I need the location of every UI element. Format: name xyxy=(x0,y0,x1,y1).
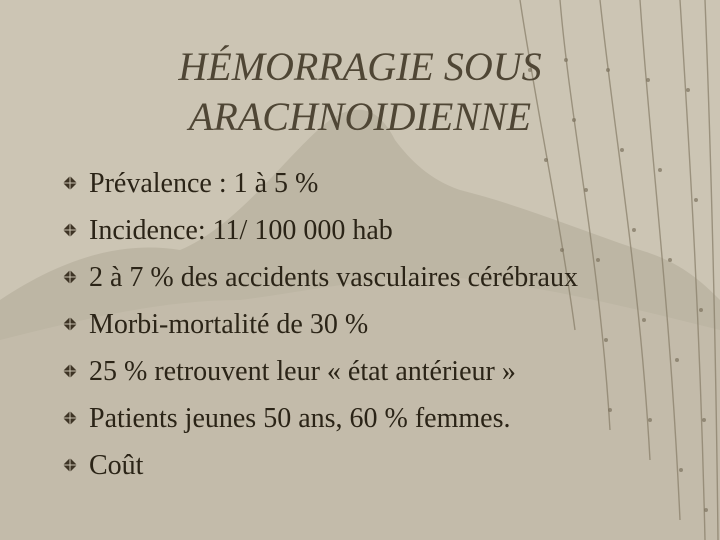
title-line-2: ARACHNOIDIENNE xyxy=(188,94,532,139)
bullet-item xyxy=(62,395,702,442)
diamond-bullet-icon xyxy=(62,410,78,426)
title-line-1: HÉMORRAGIE SOUS xyxy=(178,44,542,89)
bullet-text: Prévalence : 1 à 5 % xyxy=(89,168,319,199)
bullet-text: Morbi-mortalité de 30 % xyxy=(89,309,369,340)
diamond-bullet-icon xyxy=(62,222,78,238)
bullet-item xyxy=(62,207,702,254)
bullet-text: Incidence: 11/ 100 000 hab xyxy=(89,215,393,246)
bullet-text: Coût xyxy=(89,450,144,481)
bullet-list xyxy=(62,160,702,489)
diamond-bullet-icon xyxy=(62,316,78,332)
bullet-item xyxy=(62,301,702,348)
bullet-text: 25 % retrouvent leur « état antérieur » xyxy=(89,356,516,387)
bullet-text: Patients jeunes 50 ans, 60 % femmes. xyxy=(89,403,511,434)
bullet-item xyxy=(62,254,702,301)
bullet-item xyxy=(62,160,702,207)
bullet-item xyxy=(62,348,702,395)
diamond-bullet-icon xyxy=(62,363,78,379)
slide-title xyxy=(100,42,620,142)
diamond-bullet-icon xyxy=(62,175,78,191)
diamond-bullet-icon xyxy=(62,269,78,285)
bullet-text: 2 à 7 % des accidents vasculaires cérébraux xyxy=(89,262,578,293)
bullet-item xyxy=(62,442,702,489)
diamond-bullet-icon xyxy=(62,457,78,473)
